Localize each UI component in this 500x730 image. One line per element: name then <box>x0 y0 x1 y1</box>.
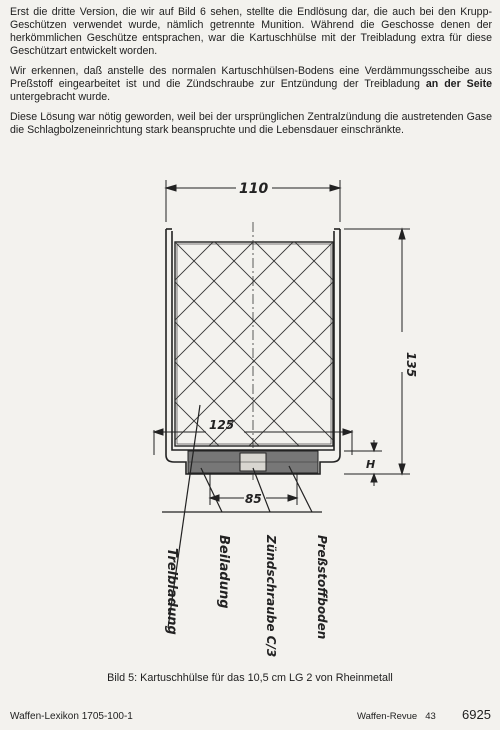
press-material-base <box>188 451 318 473</box>
footer-page: 43 <box>425 711 436 722</box>
paragraph-3: Diese Lösung war nötig geworden, weil bei der ursprünglichen Zentralzündung die austretenden Gase die Schlagbolzeneinrichtung stark beanspruchte und die Lebensdauer einschränkte. <box>10 111 492 136</box>
dimension-height-label: 135 <box>404 352 418 378</box>
footer-number: 6925 <box>462 707 491 722</box>
leader-lines <box>162 405 322 628</box>
paragraph-2-end: untergebracht wurde. <box>10 91 111 103</box>
footer-revue: Waffen-Revue <box>357 711 418 722</box>
dimension-height <box>344 229 410 474</box>
propellant-charge <box>9 242 499 446</box>
label-pressstoffboden: Preßstoffboden <box>315 535 329 640</box>
dimension-h <box>344 440 382 486</box>
paragraph-2-bold: an der Seite <box>425 78 492 90</box>
label-beiladung: Beiladung <box>216 535 231 609</box>
footer-right <box>357 711 436 722</box>
dimension-h-label: H <box>366 458 376 471</box>
label-treibladung: Treibladung <box>164 548 179 635</box>
footer-left: Waffen-Lexikon 1705-100-1 <box>10 711 133 722</box>
dimension-inner-label: 125 <box>209 418 235 432</box>
label-zuendschraube: Zündschraube C/3 <box>264 535 278 658</box>
paragraph-2-start: Wir erkennen, daß anstelle des normalen Kartuschhülsen-Bodens eine Verdämmungsscheibe aus Preßstoff eingearbeitet ist und die Zündschraube zur Entzündung der Treibladung <box>10 65 492 90</box>
paragraph-1: Erst die dritte Version, die wir auf Bild 6 sehen, stellte die Endlösung dar, die auch bei den Krupp-Geschützen verwendet wurde, nämlich getrennte Munition. Während die Geschosse denen der herkömmlichen Geschütze entsprachen, war die Kartuschhülse mit der Treibladung extra für diese Geschützart entwickelt worden. <box>10 6 492 57</box>
dimension-bottom-label: 85 <box>245 492 262 506</box>
figure-caption: Bild 5: Kartuschhülse für das 10,5 cm LG 2 von Rheinmetall <box>107 672 393 684</box>
dimension-width-label: 110 <box>239 181 269 197</box>
